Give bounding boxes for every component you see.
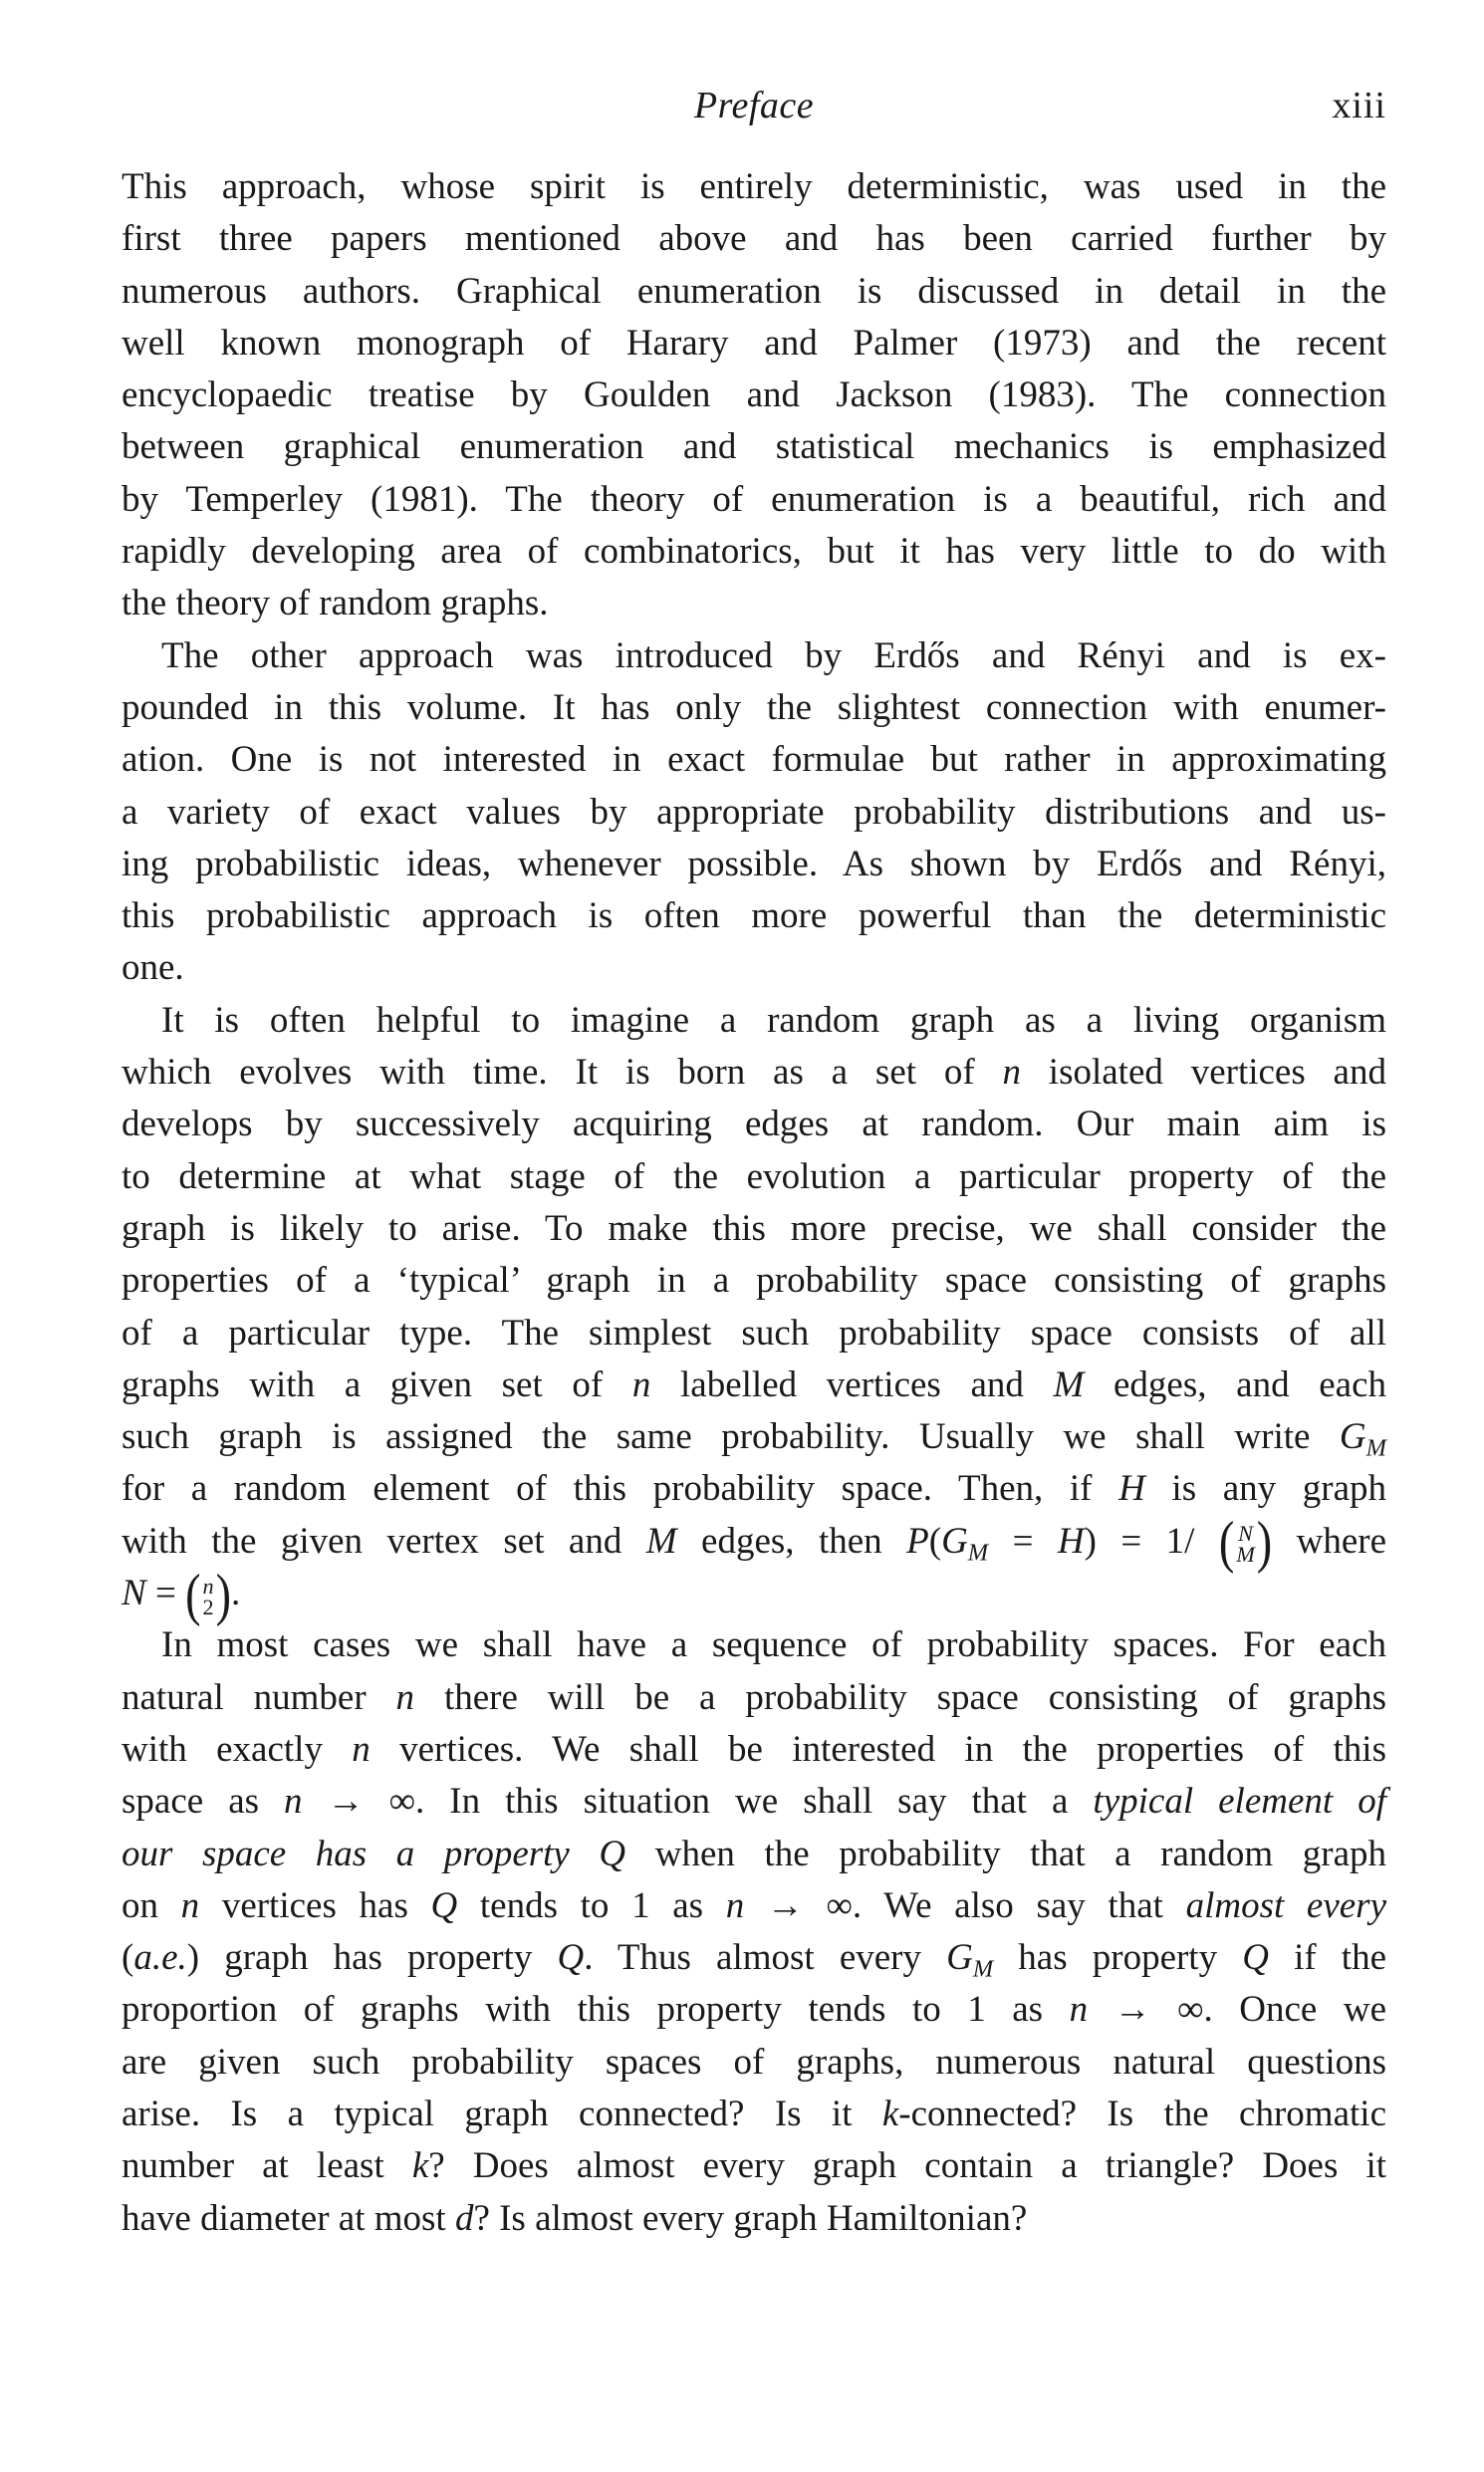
text-line: N = ( n 2 ) . (122, 1564, 241, 1627)
text-line: In most cases we shall have a sequence of probability spaces. For each (161, 1624, 1386, 1666)
text-line: with the given vertex set and M edges, then $P(G_M = H) = 1/$ ( N M ) where (122, 1511, 1387, 1576)
text-line: for a random element of this probability space. Then, if H is any graph (122, 1468, 1386, 1510)
text-line: are given such probability spaces of graphs, numerous natural questions (122, 2041, 1386, 2083)
text-line: by Temperley (1981). The theory of enumeration is a beautiful, rich and (122, 478, 1386, 520)
running-title: Preface (693, 85, 815, 126)
text-line: space as n → ∞. In this situation we shall say that a typical element of (122, 1781, 1386, 1823)
body-text (122, 161, 1386, 2245)
text-line: this probabilistic approach is often more powerful than the deterministic (122, 895, 1386, 937)
text-line: encyclopaedic treatise by Goulden and Jackson (1983). The connection (122, 374, 1386, 416)
paragraph-3 (122, 995, 1387, 1627)
text-line: our space has a property Q when the probability that a random graph (122, 1833, 1386, 1874)
text-line: ing probabilistic ideas, whenever possible. As shown by Erdős and Rényi, (122, 843, 1386, 884)
binomial-n-over-2: ( n 2 ) (185, 1564, 231, 1627)
page-number: xiii (1332, 85, 1386, 126)
text-line: proportion of graphs with this property tends to 1 as n → ∞. Once we (122, 1989, 1387, 2031)
text-line: number at least k? Does almost every graph contain a triangle? Does it (122, 2145, 1387, 2187)
text-line: such graph is assigned the same probability. Usually we shall write $G_M$ (122, 1416, 1386, 1462)
text-line: (a.e.) graph has property Q. Thus almost every $G_M$ has property Q if the (122, 1937, 1386, 1983)
text-line: rapidly developing area of combinatorics, but it has very little to do with (122, 531, 1386, 573)
text-line: on n vertices has Q tends to 1 as n → ∞. We also say that almost every (122, 1884, 1386, 1926)
text-line: numerous authors. Graphical enumeration is discussed in detail in the (122, 270, 1386, 312)
text-line: ation. One is not interested in exact formulae but rather in approximating (122, 739, 1386, 781)
paragraph-2 (122, 630, 1386, 995)
text-line: properties of a ‘typical’ graph in a probability space consisting of graphs (122, 1260, 1386, 1302)
text-line: one. (122, 947, 184, 989)
text-line: graph is likely to arise. To make this more precise, we shall consider the (122, 1207, 1386, 1249)
text-line: which evolves with time. It is born as a set of n isolated vertices and (122, 1052, 1386, 1094)
binomial-n-over-m: ( N M ) (1218, 1511, 1273, 1576)
text-line: natural number n there will be a probability space consisting of graphs (122, 1676, 1387, 1718)
text-line: develops by successively acquiring edges at random. Our main aim is (122, 1104, 1386, 1145)
text-line: The other approach was introduced by Erdős and Rényi and is ex- (161, 634, 1386, 676)
text-line: have diameter at most d? Is almost every graph Hamiltonian? (122, 2197, 1028, 2239)
text-line: to determine at what stage of the evolution a particular property of the (122, 1155, 1386, 1197)
text-line: the theory of random graphs. (122, 583, 549, 624)
text-line: pounded in this volume. It has only the slightest connection with enumer- (122, 686, 1386, 728)
text-line: This approach, whose spirit is entirely deterministic, was used in the (122, 166, 1386, 207)
text-line: of a particular type. The simplest such probability space consists of all (122, 1312, 1386, 1354)
text-line: well known monograph of Harary and Palmer (1973) and the recent (122, 322, 1386, 364)
page-header (122, 84, 1386, 133)
paragraph-4 (122, 1619, 1386, 2245)
text-line: It is often helpful to imagine a random graph as a living organism (161, 999, 1386, 1041)
text-line: graphs with a given set of n labelled vertices and M edges, and each (122, 1363, 1386, 1405)
text-line: with exactly n vertices. We shall be interested in the properties of this (122, 1728, 1386, 1770)
text-line: first three papers mentioned above and has been carried further by (122, 218, 1386, 260)
text-line: arise. Is a typical graph connected? Is it k-connected? Is the chromatic (122, 2093, 1386, 2134)
text-line: between graphical enumeration and statistical mechanics is emphasized (122, 426, 1386, 468)
paragraph-1 (122, 161, 1386, 630)
text-line: a variety of exact values by appropriate probability distributions and us- (122, 791, 1386, 833)
